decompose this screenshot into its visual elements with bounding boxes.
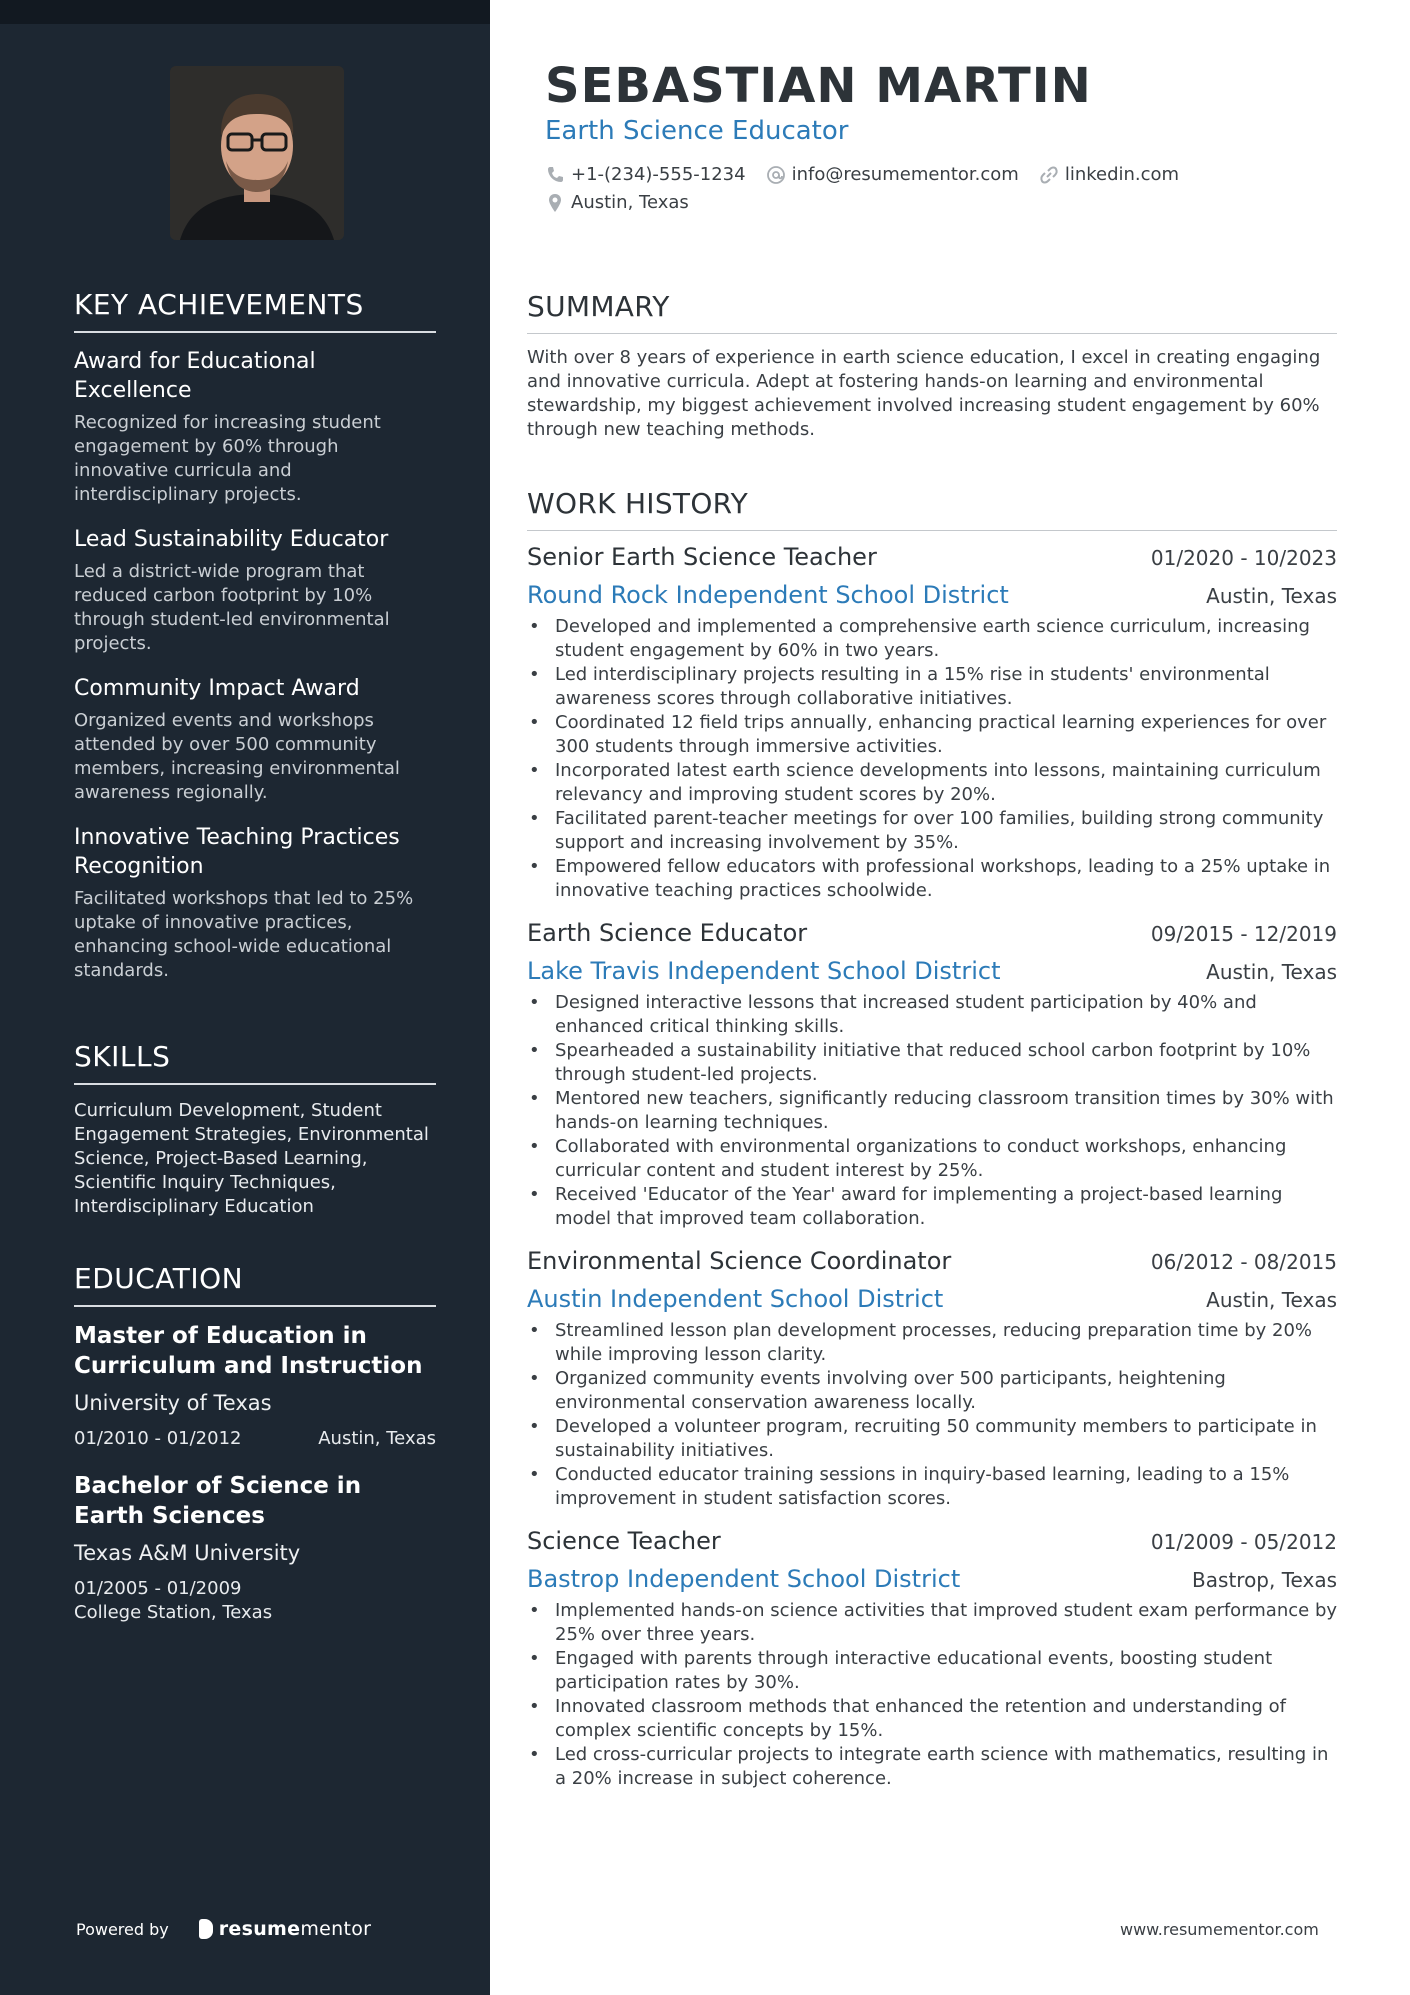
achievement-desc: Led a district-wide program that reduced carbon footprint by 10% through student-led environmental projects.: [74, 561, 390, 654]
education-meta: [74, 1427, 436, 1451]
contact-row: [545, 164, 1199, 185]
job-dates: 09/2015 - 12/2019: [1150, 922, 1337, 946]
brand-logo-icon: [199, 1919, 213, 1939]
education-heading: EDUCATION: [74, 1262, 436, 1307]
job-bullet: • Led cross-curricular projects to integrate earth science with mathematics, resulting in a 20% increase in subject coherence.: [555, 1743, 1337, 1791]
job-location: Austin, Texas: [1206, 1288, 1337, 1312]
skills-section: [74, 1040, 436, 1219]
linkedin-text: linkedin.com: [1064, 164, 1180, 185]
job-bullets: [527, 615, 1337, 903]
education-dates: 01/2010 - 01/2012: [74, 1428, 242, 1449]
contact-location: [545, 192, 689, 213]
powered-by: [76, 1918, 371, 1940]
job-company: Round Rock Independent School District: [527, 581, 1009, 609]
job-bullets: [527, 1319, 1337, 1511]
contact-phone[interactable]: [545, 164, 746, 185]
education-degree: Master of Education in Curriculum and Instruction: [74, 1323, 423, 1379]
job-location: Austin, Texas: [1206, 960, 1337, 984]
achievement-title: Innovative Teaching Practices Recognition: [74, 825, 400, 879]
achievement-item: [74, 525, 436, 656]
achievement-desc: Facilitated workshops that led to 25% uptake of innovative practices, enhancing school-wide educational standards.: [74, 888, 414, 981]
achievement-desc: Recognized for increasing student engagement by 60% through innovative curricula and interdisciplinary projects.: [74, 412, 381, 505]
job-title: Earth Science Educator: [527, 919, 808, 947]
job-location: Austin, Texas: [1206, 584, 1337, 608]
job-bullet: • Developed a volunteer program, recruiting 50 community members to participate in sustainability initiatives.: [555, 1415, 1337, 1463]
contact-email[interactable]: [766, 164, 1019, 185]
job-title: Senior Earth Science Teacher: [527, 543, 877, 571]
work-history-section: [527, 487, 1337, 1791]
education-meta: [74, 1577, 436, 1625]
job-bullets: [527, 991, 1337, 1231]
summary-heading: SUMMARY: [527, 290, 1337, 334]
job-company: Lake Travis Independent School District: [527, 957, 1001, 985]
job-entry: [527, 919, 1337, 1231]
job-bullet: • Spearheaded a sustainability initiative that reduced school carbon footprint by 10% through student-led projects.: [555, 1039, 1337, 1087]
brand-name-bold: resume: [218, 1918, 301, 1940]
job-location: Bastrop, Texas: [1192, 1568, 1337, 1592]
work-history-heading: WORK HISTORY: [527, 487, 1337, 531]
job-entry: [527, 1527, 1337, 1791]
achievement-desc: Organized events and workshops attended by over 500 community members, increasing environmental awareness regionally.: [74, 710, 400, 803]
candidate-name: SEBASTIAN MARTIN: [545, 58, 1092, 114]
job-bullet: • Led interdisciplinary projects resulting in a 15% rise in students' environmental awareness scores through collaborative initiatives.: [555, 663, 1337, 711]
job-company: Austin Independent School District: [527, 1285, 944, 1313]
achievement-item: [74, 347, 436, 507]
education-degree: Bachelor of Science in Earth Sciences: [74, 1473, 362, 1529]
job-bullet: • Designed interactive lessons that increased student participation by 40% and enhanced critical thinking skills.: [555, 991, 1337, 1039]
job-bullet: • Incorporated latest earth science developments into lessons, maintaining curriculum relevancy and improving student scores by 20%.: [555, 759, 1337, 807]
contact-row-2: [545, 192, 709, 213]
job-bullet: • Coordinated 12 field trips annually, enhancing practical learning experiences for over 300 students through immersive activities.: [555, 711, 1337, 759]
job-dates: 01/2009 - 05/2012: [1150, 1530, 1337, 1554]
job-bullet: • Mentored new teachers, significantly reducing classroom transition times by 30% with hands-on learning techniques.: [555, 1087, 1337, 1135]
job-bullet: • Empowered fellow educators with professional workshops, leading to a 25% uptake in innovative teaching practices schoolwide.: [555, 855, 1337, 903]
education-school: Texas A&M University: [74, 1541, 301, 1565]
job-bullet: • Received 'Educator of the Year' award for implementing a project-based learning model that improved team collaboration.: [555, 1183, 1337, 1231]
summary-text: With over 8 years of experience in earth science education, I excel in creating engaging and innovative curricula. Adept at fostering hands-on learning and environmental stewardship, my biggest achievement involved increasing student engagement by 60% through new teaching methods.: [527, 347, 1321, 440]
powered-by-label: Powered by: [76, 1919, 169, 1939]
education-section: [74, 1262, 436, 1625]
job-bullet: • Organized community events involving over 500 participants, heightening environmental conservation awareness locally.: [555, 1367, 1337, 1415]
education-item: [74, 1321, 436, 1451]
skills-list: Curriculum Development, Student Engagement Strategies, Environmental Science, Project-Based Learning, Scientific Inquiry Techniques, Interdisciplinary Education: [74, 1100, 429, 1217]
brand-name-rest: mentor: [300, 1918, 372, 1940]
email-text: info@resumementor.com: [791, 164, 1019, 185]
sidebar: [0, 0, 490, 1995]
location-text: Austin, Texas: [571, 192, 689, 213]
candidate-title: Earth Science Educator: [545, 116, 849, 146]
education-dates: 01/2005 - 01/2009: [74, 1578, 242, 1599]
job-bullet: • Conducted educator training sessions in inquiry-based learning, leading to a 15% improvement in student satisfaction scores.: [555, 1463, 1337, 1511]
achievement-title: Award for Educational Excellence: [74, 349, 316, 403]
skills-heading: SKILLS: [74, 1040, 436, 1085]
achievement-item: [74, 823, 436, 983]
achievement-item: [74, 674, 436, 805]
job-entry: [527, 1247, 1337, 1511]
location-pin-icon: [545, 193, 565, 213]
job-title: Environmental Science Coordinator: [527, 1247, 952, 1275]
education-location: College Station, Texas: [74, 1602, 273, 1623]
job-bullet: • Collaborated with environmental organizations to conduct workshops, enhancing curricular content and student interest by 25%.: [555, 1135, 1337, 1183]
phone-icon: [545, 165, 565, 185]
job-dates: 01/2020 - 10/2023: [1150, 546, 1337, 570]
profile-photo: [170, 66, 344, 240]
contact-linkedin[interactable]: [1039, 164, 1179, 185]
summary-section: [527, 290, 1337, 442]
job-entry: [527, 543, 1337, 903]
job-bullet: • Innovated classroom methods that enhanced the retention and understanding of complex scientific concepts by 15%.: [555, 1695, 1337, 1743]
footer-website[interactable]: www.resumementor.com: [1120, 1920, 1319, 1939]
job-bullet: • Streamlined lesson plan development processes, reducing preparation time by 20% while improving lesson clarity.: [555, 1319, 1337, 1367]
link-icon: [1039, 165, 1059, 185]
sidebar-top-bar: [0, 0, 490, 24]
education-item: [74, 1471, 436, 1625]
job-title: Science Teacher: [527, 1527, 721, 1555]
job-company: Bastrop Independent School District: [527, 1565, 961, 1593]
phone-text: +1-(234)-555-1234: [571, 164, 746, 185]
education-location: Austin, Texas: [318, 1428, 436, 1449]
achievement-title: Community Impact Award: [74, 676, 360, 701]
job-bullet: • Engaged with parents through interactive educational events, boosting student participation rates by 30%.: [555, 1647, 1337, 1695]
job-bullet: • Implemented hands-on science activities that improved student exam performance by 25% over three years.: [555, 1599, 1337, 1647]
achievement-title: Lead Sustainability Educator: [74, 527, 389, 552]
job-bullet: • Facilitated parent-teacher meetings for over 100 families, building strong community support and increasing involvement by 35%.: [555, 807, 1337, 855]
job-bullet: • Developed and implemented a comprehensive earth science curriculum, increasing student engagement by 60% in two years.: [555, 615, 1337, 663]
achievements-section: [74, 288, 436, 1001]
job-bullets: [527, 1599, 1337, 1791]
achievements-heading: KEY ACHIEVEMENTS: [74, 288, 436, 333]
brand-logo[interactable]: [199, 1918, 372, 1940]
at-icon: [766, 165, 786, 185]
job-dates: 06/2012 - 08/2015: [1150, 1250, 1337, 1274]
education-school: University of Texas: [74, 1391, 272, 1415]
